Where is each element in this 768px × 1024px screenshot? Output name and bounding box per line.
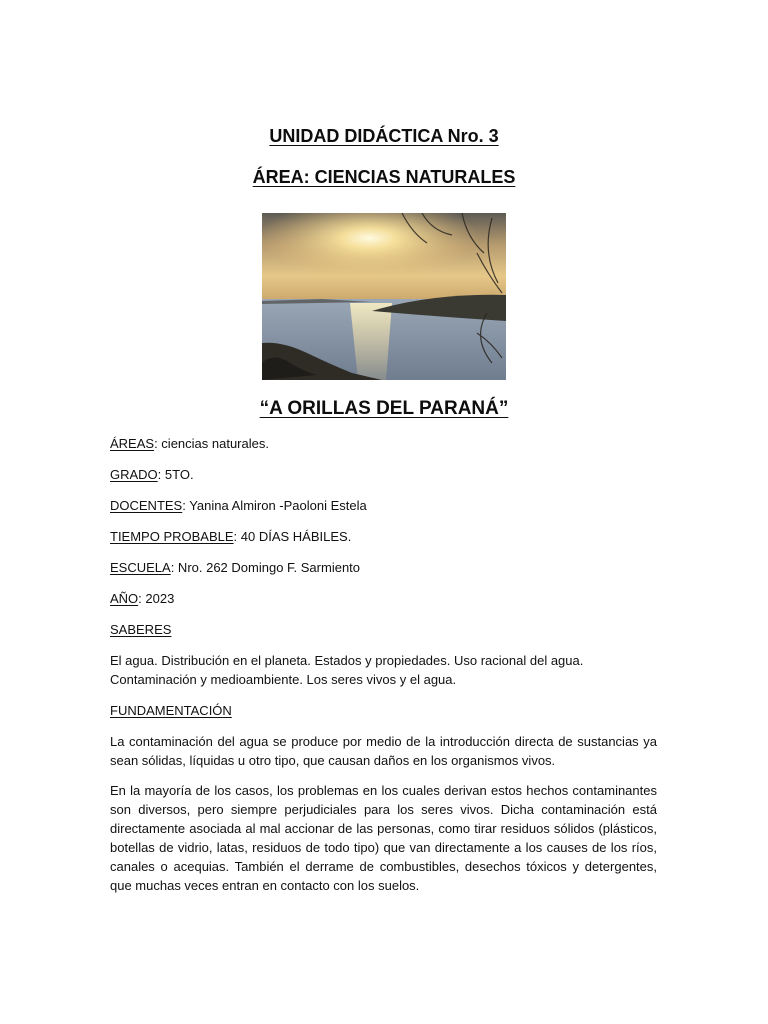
field-tiempo-value: : 40 DÍAS HÁBILES. [233, 529, 352, 544]
field-escuela-value: : Nro. 262 Domingo F. Sarmiento [170, 560, 361, 575]
fundamentacion-heading-label: FUNDAMENTACIÓN [110, 703, 232, 718]
document-title: UNIDAD DIDÁCTICA Nro. 3 [269, 126, 499, 146]
field-docentes [110, 497, 367, 515]
field-docentes-label: DOCENTES [110, 498, 183, 513]
field-anio-label: AÑO [110, 591, 139, 606]
field-areas-label: ÁREAS [110, 436, 155, 451]
field-tiempo [110, 528, 351, 546]
field-grado-label: GRADO [110, 467, 158, 482]
field-anio-value: : 2023 [138, 591, 175, 606]
field-escuela-label: ESCUELA [110, 560, 171, 575]
unit-title: “A ORILLAS DEL PARANÁ” [259, 398, 509, 419]
field-docentes-value: : Yanina Almiron -Paoloni Estela [182, 498, 367, 513]
fundamentacion-paragraph-1: La contaminación del agua se produce por medio de la introducción directa de sustancias ya sean sólidas, líquidas u otro tipo, que causan daños en los organismos vivos. [110, 734, 657, 768]
field-anio [110, 590, 174, 608]
saberes-heading-label: SABERES [110, 622, 172, 637]
sunset-river-photo [262, 213, 506, 380]
field-areas-value: : ciencias naturales. [154, 436, 269, 451]
field-areas [110, 435, 269, 453]
fundamentacion-heading [110, 702, 232, 720]
saberes-heading [110, 621, 171, 639]
fundamentacion-paragraph-2: En la mayoría de los casos, los problemas en los cuales derivan estos hechos contaminantes son diversos, pero siempre perjudiciales para los seres vivos. Dicha contaminación está directamente asociada al mal accionar de las personas, como tirar residuos sólidos (plásticos, botellas de vidrio, latas, residuos de todo tipo) que van directamente a los causes de los ríos, canales o acequias. También el derrame de combustibles, desechos tóxicos y detergentes, que muchas veces entran en contacto con los suelos. [110, 783, 657, 893]
field-grado [110, 466, 194, 484]
field-tiempo-label: TIEMPO PROBABLE [110, 529, 234, 544]
area-heading: ÁREA: CIENCIAS NATURALES [252, 167, 516, 187]
field-grado-value: : 5TO. [157, 467, 194, 482]
field-escuela [110, 559, 360, 577]
saberes-text: El agua. Distribución en el planeta. Estados y propiedades. Uso racional del agua. Contaminación y medioambiente. Los seres vivos y el agua. [110, 653, 584, 687]
